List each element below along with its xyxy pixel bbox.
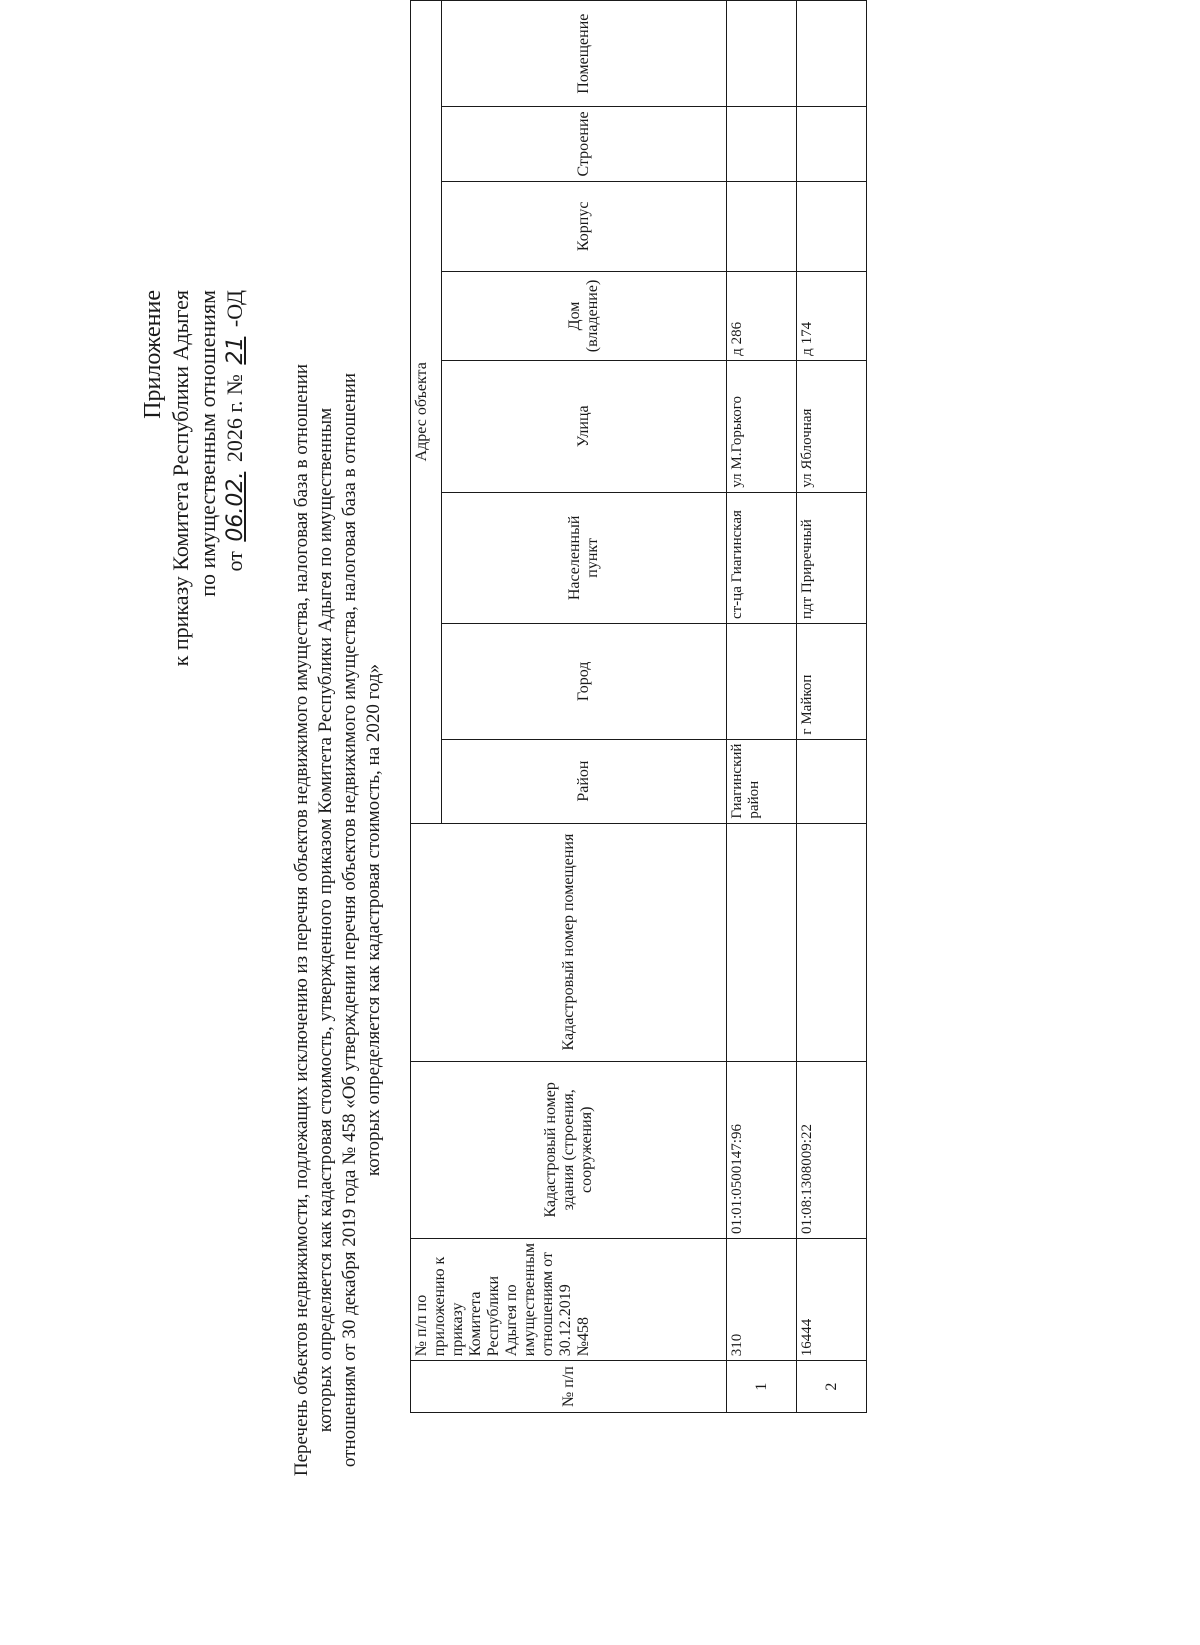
cell-structure <box>797 107 867 181</box>
objects-table-wrap <box>410 0 867 1413</box>
cell-corpus <box>727 181 797 272</box>
cell-structure <box>727 107 797 181</box>
cell-street: ул Яблочная <box>797 360 867 492</box>
cell-street: ул М.Горького <box>727 360 797 492</box>
col-header-city: Город <box>442 624 727 740</box>
col-header-room: Кадастровый номер помещения <box>411 823 727 1061</box>
cell-locality: пдт Приречный <box>797 492 867 623</box>
col-header-address: Адрес объекта <box>411 1 442 824</box>
number-suffix: -ОД <box>222 290 247 328</box>
appendix-header <box>140 290 249 666</box>
date-prefix: от <box>222 551 247 572</box>
appendix-title: Приложение <box>140 290 166 419</box>
document-title: Перечень объектов недвижимости, подлежащих исключению из перечня объектов недвижимого имущества, налоговая база в отношении которых определяется как кадастровая стоимость, утвержденного приказом Комитета Республики Адыгея по имущественным отношениям от 30 декабря 2019 года № 458 «Об утверждении перечня объектов недвижимого имущества, налоговая база в отношении которых определяется как кадастровая стоимость, на 2020 год» <box>291 363 384 1477</box>
cell-city: г Майкоп <box>797 624 867 740</box>
table-row <box>727 1 797 1413</box>
col-header-ref: № п/п по приложению к приказу Комитета Республики Адыгея по имущественным отношениям от 30.12.2019 №458 <box>411 1239 727 1361</box>
cell-locality: ст-ца Гиагинская <box>727 492 797 623</box>
appendix-committee-line: по имущественным отношениям <box>195 290 220 597</box>
col-header-locality: Населенный пункт <box>442 492 727 623</box>
col-header-house: Дом (владение) <box>442 272 727 361</box>
cell-room <box>727 823 797 1061</box>
cell-house: д 174 <box>797 272 867 361</box>
cell-room <box>797 823 867 1061</box>
table-row <box>797 1 867 1413</box>
cell-premises <box>727 1 797 107</box>
objects-table <box>410 0 867 1413</box>
handwritten-number: 21 <box>223 336 248 365</box>
cell-corpus <box>797 181 867 272</box>
cell-house: д 286 <box>727 272 797 361</box>
cell-ref: 16444 <box>797 1239 867 1361</box>
col-header-num: № п/п <box>411 1361 727 1413</box>
col-header-district: Район <box>442 739 727 823</box>
appendix-date-line <box>221 290 249 666</box>
cell-city <box>727 624 797 740</box>
col-header-street: Улица <box>442 360 727 492</box>
cell-num: 2 <box>797 1361 867 1413</box>
cell-ref: 310 <box>727 1239 797 1361</box>
cell-building: 01:01:0500147:96 <box>727 1061 797 1238</box>
col-header-premises: Помещение <box>442 1 727 107</box>
cell-num: 1 <box>727 1361 797 1413</box>
col-header-corpus: Корпус <box>442 181 727 272</box>
cell-building: 01:08:1308009:22 <box>797 1061 867 1238</box>
handwritten-date: 06.02. <box>223 471 248 542</box>
cell-district <box>797 739 867 823</box>
cell-premises <box>797 1 867 107</box>
col-header-building: Кадастровый номер здания (строения, сооружения) <box>411 1061 727 1238</box>
appendix-order-line: к приказу Комитета Республики Адыгея <box>168 290 193 667</box>
cell-district: Гиагинский район <box>727 739 797 823</box>
col-header-structure: Строение <box>442 107 727 181</box>
date-year: 2026 г. № <box>222 374 247 463</box>
